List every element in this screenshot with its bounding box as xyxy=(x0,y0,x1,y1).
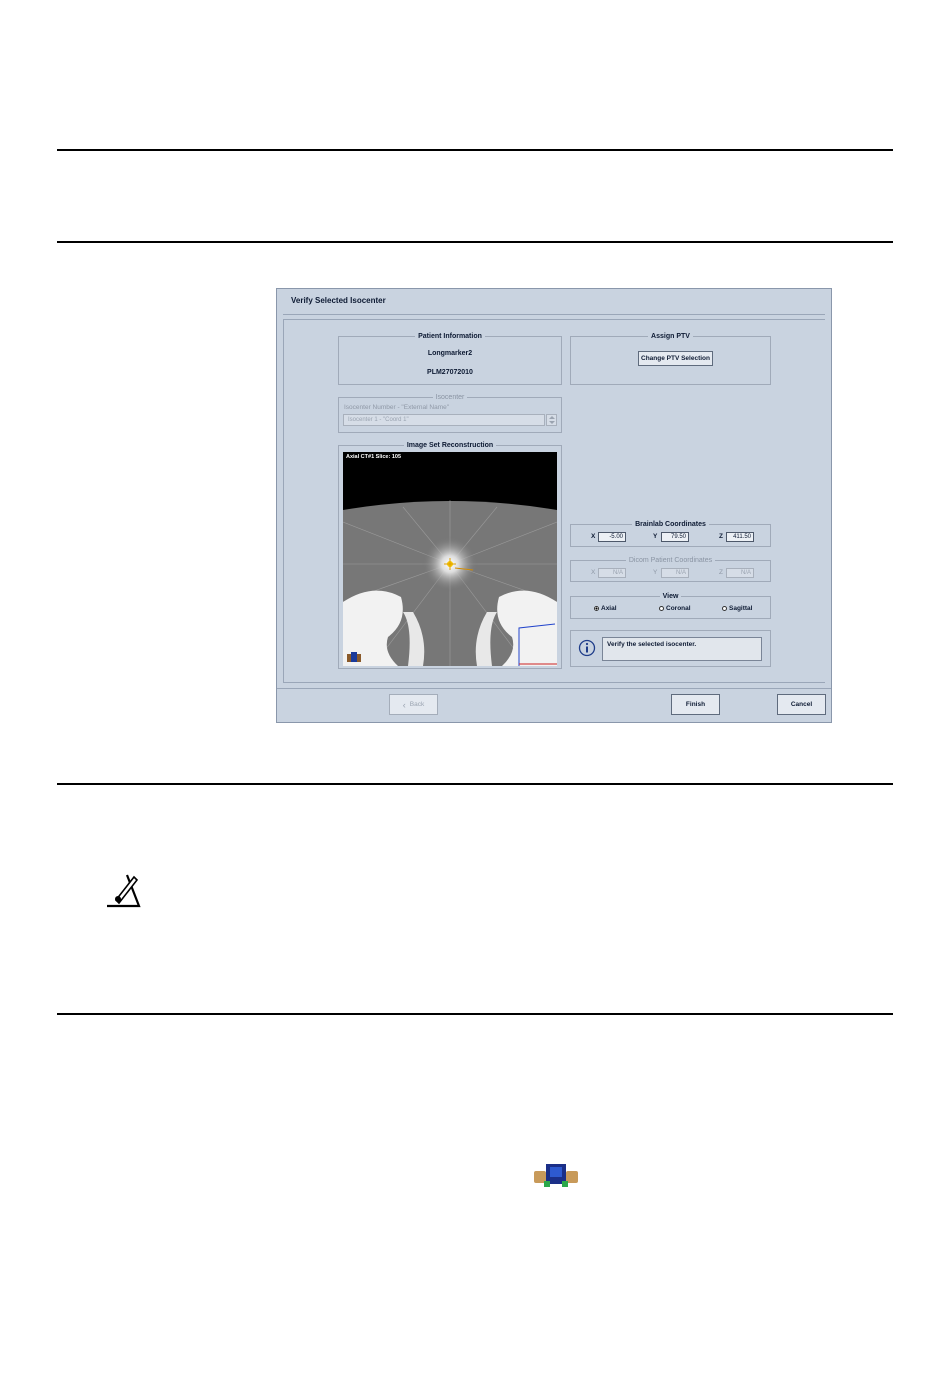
dicom-z-label: Z xyxy=(719,569,723,576)
horizontal-rule xyxy=(57,241,893,243)
view-sagittal-radio[interactable] xyxy=(722,605,752,612)
brainlab-y-label: Y xyxy=(653,533,658,540)
ct-slice-image xyxy=(343,452,557,666)
chevron-left-icon: ‹ xyxy=(402,699,406,710)
view-axial-label: Axial xyxy=(601,605,617,612)
image-set-group xyxy=(338,442,562,669)
assign-ptv-title: Assign PTV xyxy=(648,333,693,340)
ct-image-viewer[interactable] xyxy=(343,452,557,666)
brainlab-y-field[interactable]: 79.50 xyxy=(661,532,689,542)
view-coronal-radio[interactable] xyxy=(659,605,691,612)
patient-info-title: Patient Information xyxy=(415,333,485,340)
note-pencil-icon xyxy=(104,872,142,908)
cancel-button[interactable]: Cancel xyxy=(777,694,826,715)
dicom-x-label: X xyxy=(591,569,596,576)
footer-divider xyxy=(277,688,831,689)
brainlab-x-field[interactable]: -5.00 xyxy=(598,532,626,542)
dicom-coordinates-title: Dicom Patient Coordinates xyxy=(626,557,715,564)
change-ptv-selection-button[interactable]: Change PTV Selection xyxy=(638,351,713,366)
isocenter-spinner[interactable] xyxy=(546,414,557,426)
dicom-y-field: N/A xyxy=(661,568,689,578)
verify-isocenter-dialog xyxy=(276,288,832,723)
horizontal-rule xyxy=(57,149,893,151)
brainlab-z-field[interactable]: 411.50 xyxy=(726,532,754,542)
title-divider xyxy=(283,314,825,315)
dicom-z-field: N/A xyxy=(726,568,754,578)
info-group xyxy=(570,630,771,667)
horizontal-rule xyxy=(57,1013,893,1015)
assign-ptv-group xyxy=(570,333,771,385)
radio-checked-icon xyxy=(594,606,599,611)
dialog-title: Verify Selected Isocenter xyxy=(291,296,386,305)
dicom-x-field: N/A xyxy=(598,568,626,578)
view-title: View xyxy=(660,593,682,600)
brainlab-z-label: Z xyxy=(719,533,723,540)
view-group xyxy=(570,593,771,619)
viewer-toolbar-icon xyxy=(532,1161,580,1189)
spinner-down-icon[interactable] xyxy=(549,421,555,424)
info-icon xyxy=(578,639,596,657)
patient-info-group xyxy=(338,333,562,385)
horizontal-rule xyxy=(57,783,893,785)
isocenter-field-label: Isocenter Number - "External Name" xyxy=(344,404,450,411)
info-message: Verify the selected isocenter. xyxy=(607,641,697,648)
isocenter-selected-value: Isocenter 1 - "Coord 1" xyxy=(348,417,409,423)
brainlab-x-label: X xyxy=(591,533,596,540)
view-axial-radio[interactable] xyxy=(594,605,617,612)
back-button-label: Back xyxy=(409,701,425,708)
isocenter-select[interactable] xyxy=(343,414,545,426)
patient-name: Longmarker2 xyxy=(427,350,473,357)
isocenter-group xyxy=(338,394,562,433)
radio-unchecked-icon xyxy=(722,606,727,611)
finish-button[interactable]: Finish xyxy=(671,694,720,715)
back-button[interactable] xyxy=(389,694,438,715)
brainlab-coordinates-title: Brainlab Coordinates xyxy=(632,521,709,528)
ct-slice-label: Axial CT#1 Slice: 105 xyxy=(346,454,402,460)
image-set-title: Image Set Reconstruction xyxy=(404,442,496,449)
view-coronal-label: Coronal xyxy=(666,605,691,612)
view-sagittal-label: Sagittal xyxy=(729,605,753,612)
radio-unchecked-icon xyxy=(659,606,664,611)
info-message-box xyxy=(602,637,762,661)
dicom-y-label: Y xyxy=(653,569,658,576)
isocenter-title: Isocenter xyxy=(433,394,468,401)
brainlab-coordinates-group xyxy=(570,521,771,547)
dicom-coordinates-group xyxy=(570,557,771,582)
spinner-up-icon[interactable] xyxy=(549,416,555,419)
patient-id: PLM27072010 xyxy=(427,369,473,376)
